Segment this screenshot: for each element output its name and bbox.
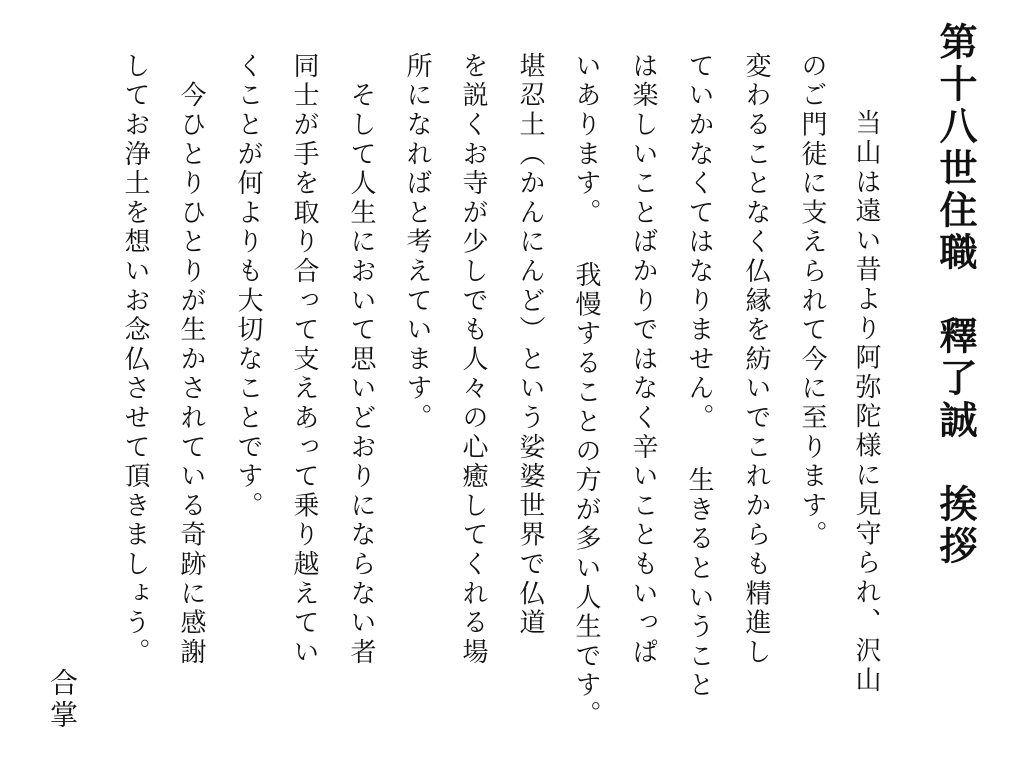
text-column-6: いあります。 我慢することの方が多い人生です。: [571, 52, 601, 730]
text-column-8: を説くお寺が少しでも人々の心癒してくれる場: [458, 52, 488, 668]
page-title: 第十八世住職 釋了誠 挨拶: [933, 22, 977, 568]
text-column-10: そして人生において思いどおりにならない者: [346, 52, 376, 668]
text-column-11: 同士が手を取り合って支えあって乗り越えてい: [289, 52, 319, 668]
text-column-4: ていかなくてはなりません。 生きるということ: [684, 52, 714, 701]
text-column-7: 堪忍土（かんにんど）という娑婆世界で仏道: [515, 52, 545, 638]
text-column-13: 今ひとりひとりが生かされている奇跡に感謝: [176, 52, 206, 668]
closing-gassho: 合掌: [46, 668, 79, 732]
text-column-3: 変わることなく仏縁を紡いでこれからも精進し: [741, 52, 771, 668]
text-column-1: 当山は遠い昔より阿弥陀様に見守られ、沢山: [851, 80, 881, 696]
text-column-12: くことが何よりも大切なことです。: [233, 52, 263, 521]
text-column-14: してお浄土を想いお念仏させて頂きましょう。: [120, 52, 150, 668]
text-column-5: は楽しいことばかりではなく辛いこともいっぱ: [628, 52, 658, 668]
text-column-2: のご門徒に支えられて今に至ります。: [797, 52, 827, 551]
text-column-9: 所になればと考えています。: [402, 52, 432, 433]
